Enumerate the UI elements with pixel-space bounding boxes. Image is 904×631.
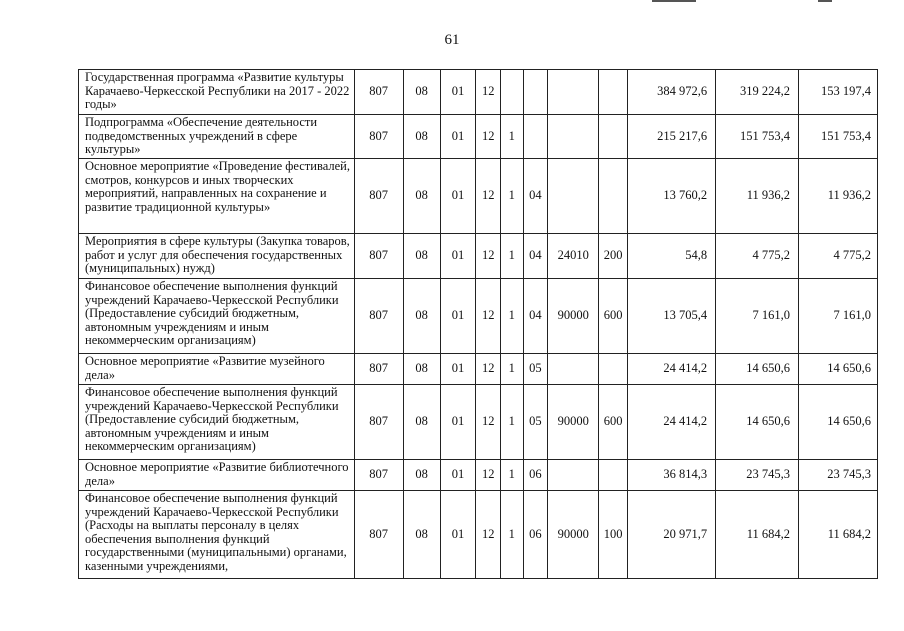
sum-col-3: 14 650,6 (799, 385, 878, 460)
row-name: Финансовое обеспечение выполнения функций учреждений Карачаево-Черкесской Республики (Расходы на выплаты персоналу в целях обеспечения выполнения функций государственными (муниципальными) органами, казенными учреждениями, (79, 491, 355, 579)
code-podrazdel: 01 (440, 70, 476, 115)
sum-col-2: 11 684,2 (716, 491, 799, 579)
code-expense-type (599, 460, 628, 491)
row-name: Мероприятия в сфере культуры (Закупка товаров, работ и услуг для обеспечения государственных (муниципальных) нужд) (79, 234, 355, 279)
code-glava: 807 (354, 354, 403, 385)
code-razdel: 08 (403, 491, 440, 579)
sum-col-2: 319 224,2 (716, 70, 799, 115)
code-podrazdel: 01 (440, 385, 476, 460)
table-row (79, 115, 878, 159)
code-program: 12 (476, 159, 501, 234)
top-scan-mark-right (818, 0, 832, 2)
code-podrazdel: 01 (440, 279, 476, 354)
code-glava: 807 (354, 234, 403, 279)
row-name: Финансовое обеспечение выполнения функций учреждений Карачаево-Черкесской Республики (Предоставление субсидий бюджетным, автономным учреждениям и иным некоммерческим организациям) (79, 279, 355, 354)
row-name: Основное мероприятие «Развитие музейного дела» (79, 354, 355, 385)
table-row (79, 70, 878, 115)
budget-table (78, 69, 878, 579)
code-program: 12 (476, 115, 501, 159)
code-razdel: 08 (403, 70, 440, 115)
code-program: 12 (476, 70, 501, 115)
code-razdel: 08 (403, 460, 440, 491)
sum-col-3: 11 684,2 (799, 491, 878, 579)
code-program: 12 (476, 234, 501, 279)
table-row (79, 491, 878, 579)
code-podrazdel: 01 (440, 115, 476, 159)
code-activity: 06 (523, 460, 548, 491)
code-activity: 05 (523, 385, 548, 460)
code-direction: 90000 (548, 279, 599, 354)
code-subprogram: 1 (501, 491, 524, 579)
code-glava: 807 (354, 115, 403, 159)
sum-col-1: 24 414,2 (627, 385, 715, 460)
code-direction: 90000 (548, 491, 599, 579)
code-subprogram: 1 (501, 279, 524, 354)
code-subprogram: 1 (501, 385, 524, 460)
code-expense-type: 600 (599, 279, 628, 354)
row-name: Государственная программа «Развитие культуры Карачаево-Черкесской Республики на 2017 - 2022 годы» (79, 70, 355, 115)
sum-col-1: 36 814,3 (627, 460, 715, 491)
code-podrazdel: 01 (440, 491, 476, 579)
sum-col-2: 14 650,6 (716, 354, 799, 385)
sum-col-3: 7 161,0 (799, 279, 878, 354)
code-direction (548, 354, 599, 385)
code-glava: 807 (354, 70, 403, 115)
code-podrazdel: 01 (440, 234, 476, 279)
sum-col-1: 13 760,2 (627, 159, 715, 234)
code-activity: 05 (523, 354, 548, 385)
code-subprogram (501, 70, 524, 115)
row-name: Основное мероприятие «Проведение фестивалей, смотров, конкурсов и иных творческих мероприятий, направленных на сохранение и развитие традиционной культуры» (79, 159, 355, 234)
sum-col-2: 7 161,0 (716, 279, 799, 354)
sum-col-2: 23 745,3 (716, 460, 799, 491)
code-podrazdel: 01 (440, 460, 476, 491)
code-expense-type (599, 354, 628, 385)
code-razdel: 08 (403, 354, 440, 385)
code-activity: 04 (523, 279, 548, 354)
sum-col-2: 151 753,4 (716, 115, 799, 159)
code-direction: 90000 (548, 385, 599, 460)
code-glava: 807 (354, 385, 403, 460)
code-activity: 06 (523, 491, 548, 579)
code-razdel: 08 (403, 234, 440, 279)
code-podrazdel: 01 (440, 159, 476, 234)
code-direction (548, 70, 599, 115)
code-activity: 04 (523, 234, 548, 279)
code-razdel: 08 (403, 115, 440, 159)
code-expense-type (599, 70, 628, 115)
table-row (79, 279, 878, 354)
code-glava: 807 (354, 491, 403, 579)
sum-col-1: 20 971,7 (627, 491, 715, 579)
row-name: Финансовое обеспечение выполнения функций учреждений Карачаево-Черкесской Республики (Предоставление субсидий бюджетным, автономным учреждениям и иным некоммерческим организациям) (79, 385, 355, 460)
code-direction (548, 159, 599, 234)
sum-col-2: 4 775,2 (716, 234, 799, 279)
page-number: 61 (444, 32, 460, 48)
table-row (79, 385, 878, 460)
sum-col-1: 215 217,6 (627, 115, 715, 159)
code-razdel: 08 (403, 159, 440, 234)
code-program: 12 (476, 354, 501, 385)
code-glava: 807 (354, 460, 403, 491)
sum-col-3: 11 936,2 (799, 159, 878, 234)
code-program: 12 (476, 460, 501, 491)
code-expense-type: 200 (599, 234, 628, 279)
code-subprogram: 1 (501, 460, 524, 491)
sum-col-3: 23 745,3 (799, 460, 878, 491)
row-name: Основное мероприятие «Развитие библиотечного дела» (79, 460, 355, 491)
sum-col-1: 24 414,2 (627, 354, 715, 385)
code-direction: 24010 (548, 234, 599, 279)
table-row (79, 460, 878, 491)
code-direction (548, 460, 599, 491)
sum-col-3: 14 650,6 (799, 354, 878, 385)
code-subprogram: 1 (501, 159, 524, 234)
sum-col-1: 54,8 (627, 234, 715, 279)
top-scan-mark-left (652, 0, 696, 2)
sum-col-3: 151 753,4 (799, 115, 878, 159)
code-expense-type (599, 115, 628, 159)
code-razdel: 08 (403, 385, 440, 460)
code-razdel: 08 (403, 279, 440, 354)
sum-col-2: 11 936,2 (716, 159, 799, 234)
sum-col-1: 13 705,4 (627, 279, 715, 354)
code-subprogram: 1 (501, 115, 524, 159)
code-program: 12 (476, 385, 501, 460)
sum-col-1: 384 972,6 (627, 70, 715, 115)
row-name: Подпрограмма «Обеспечение деятельности подведомственных учреждений в сфере культуры» (79, 115, 355, 159)
table-row (79, 234, 878, 279)
code-subprogram: 1 (501, 354, 524, 385)
code-activity (523, 70, 548, 115)
table-row (79, 159, 878, 234)
sum-col-3: 153 197,4 (799, 70, 878, 115)
table-row (79, 354, 878, 385)
code-activity (523, 115, 548, 159)
code-expense-type: 100 (599, 491, 628, 579)
code-activity: 04 (523, 159, 548, 234)
code-program: 12 (476, 279, 501, 354)
sum-col-2: 14 650,6 (716, 385, 799, 460)
code-glava: 807 (354, 159, 403, 234)
code-program: 12 (476, 491, 501, 579)
sum-col-3: 4 775,2 (799, 234, 878, 279)
code-subprogram: 1 (501, 234, 524, 279)
code-direction (548, 115, 599, 159)
code-expense-type (599, 159, 628, 234)
code-podrazdel: 01 (440, 354, 476, 385)
code-glava: 807 (354, 279, 403, 354)
code-expense-type: 600 (599, 385, 628, 460)
